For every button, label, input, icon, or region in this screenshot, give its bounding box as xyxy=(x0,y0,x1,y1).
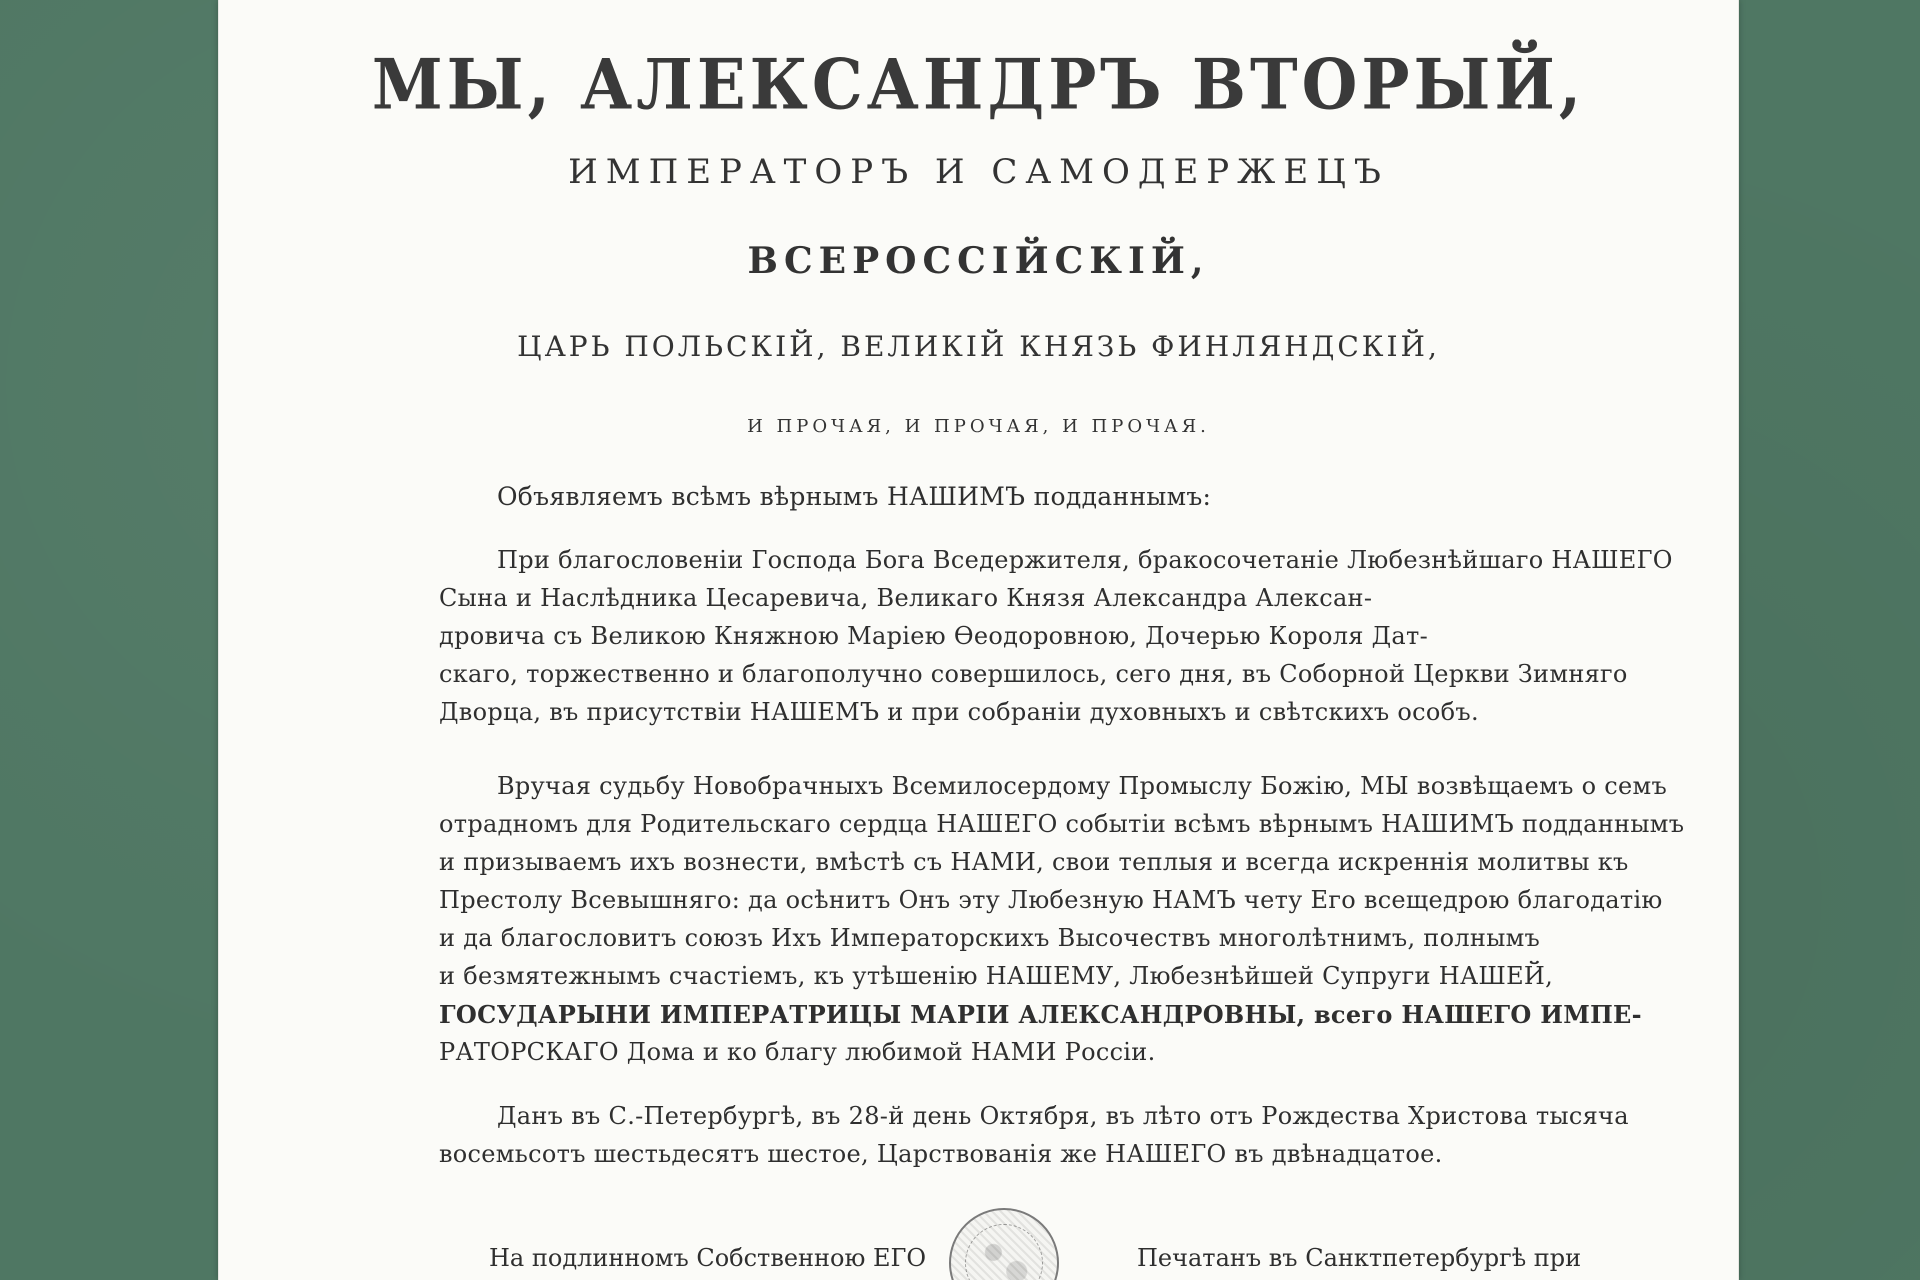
footer-right-text: Печатанъ въ Санктпетербургѣ при xyxy=(1137,1244,1582,1272)
paragraph-2-line-4: Престолу Всевышняго: да осѣнитъ Онъ эту Любезную НАМЪ чету Его всещедрою благодатію xyxy=(439,886,1663,914)
paragraph-2-line-5: и да благословитъ союзъ Ихъ Императорскихъ Высочествъ многолѣтнимъ, полнымъ xyxy=(439,924,1541,952)
paragraph-1-line-3: дровича съ Великою Княжною Маріею Ѳеодоровною, Дочерью Короля Дат- xyxy=(439,622,1429,650)
document-subtitle-line-1: ИМПЕРАТОРЪ И САМОДЕРЖЕЦЪ xyxy=(568,152,1389,192)
document-title: МЫ, АЛЕКСАНДРЪ ВТОРЫЙ, xyxy=(371,45,1586,126)
manifesto-page xyxy=(218,0,1739,1280)
paragraph-2-line-7: ГОСУДАРЫНИ ИМПЕРАТРИЦЫ МАРІИ АЛЕКСАНДРОВНЫ, всего НАШЕГО ИМПЕ- xyxy=(439,1000,1642,1029)
document-subtitle-line-2: ВСЕРОССІЙСКІЙ, xyxy=(747,240,1210,282)
intro-line: Объявляемъ всѣмъ вѣрнымъ НАШИМЪ подданнымъ: xyxy=(497,482,1212,511)
paragraph-3-line-2: восемьсотъ шестьдесятъ шестое, Царствованія же НАШЕГО въ двѣнадцатое. xyxy=(439,1140,1443,1168)
seal-ornament xyxy=(965,1224,1043,1280)
footer-left-text: На подлинномъ Собственною ЕГО xyxy=(489,1244,927,1272)
paragraph-2-line-6: и безмятежнымъ счастіемъ, къ утѣшенію НАШЕМУ, Любезнѣйшей Супруги НАШЕЙ, xyxy=(439,962,1554,990)
paragraph-2-line-8: РАТОРСКАГО Дома и ко благу любимой НАМИ Россіи. xyxy=(439,1038,1156,1066)
paragraph-2-line-2: отрадномъ для Родительскаго сердца НАШЕГО событіи всѣмъ вѣрнымъ НАШИМЪ подданнымъ xyxy=(439,810,1685,838)
paragraph-1-line-5: Дворца, въ присутствіи НАШЕМЪ и при собраніи духовныхъ и свѣтскихъ особъ. xyxy=(439,698,1479,726)
paragraph-1-line-1: При благословеніи Господа Бога Вседержителя, бракосочетаніе Любезнѣйшаго НАШЕГО xyxy=(497,546,1673,574)
paragraph-1-line-2: Сына и Наслѣдника Цесаревича, Великаго Князя Александра Алексан- xyxy=(439,584,1373,612)
paragraph-2-line-3: и призываемъ ихъ вознести, вмѣстѣ съ НАМИ, свои теплыя и всегда искреннія молитвы къ xyxy=(439,848,1629,876)
document-subtitle-line-4: И ПРОЧАЯ, И ПРОЧАЯ, И ПРОЧАЯ. xyxy=(747,416,1210,437)
paragraph-1-line-4: скаго, торжественно и благополучно совершилось, сего дня, въ Соборной Церкви Зимняго xyxy=(439,660,1628,688)
paragraph-3-line-1: Данъ въ С.-Петербургѣ, въ 28-й день Октября, въ лѣто отъ Рождества Христова тысяча xyxy=(497,1102,1629,1130)
document-subtitle-line-3: ЦАРЬ ПОЛЬСКІЙ, ВЕЛИКІЙ КНЯЗЬ ФИНЛЯНДСКІЙ, xyxy=(517,330,1440,363)
imperial-seal-icon xyxy=(949,1208,1059,1280)
paragraph-2-line-1: Вручая судьбу Новобрачныхъ Всемилосердому Промыслу Божію, МЫ возвѣщаемъ о семъ xyxy=(497,772,1668,800)
